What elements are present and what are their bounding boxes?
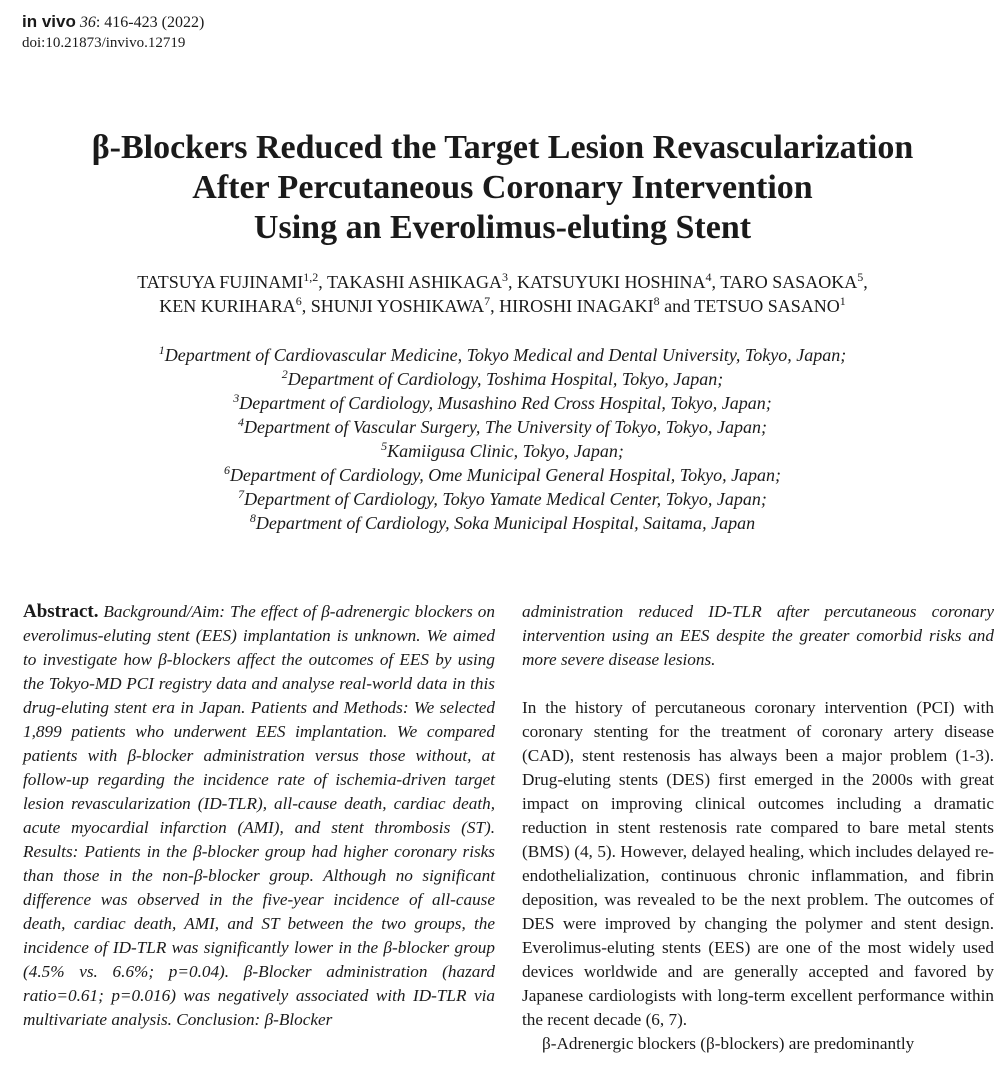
abstract [23,600,495,1032]
journal-header [22,11,204,54]
author-name: TATSUYA FUJINAMI [137,272,304,292]
affiliation-item [0,343,1005,367]
affiliation-text: Department of Cardiovascular Medicine, Tokyo Medical and Dental University, Tokyo, Japan; [164,345,847,365]
affiliation-text: Department of Cardiology, Tokyo Yamate Medical Center, Tokyo, Japan; [244,489,767,509]
affiliation-number: 4 [238,415,245,429]
title-line-1: β-Blockers Reduced the Target Lesion Revascularization [91,129,914,166]
page-range: : 416-423 (2022) [95,14,205,31]
affiliation-item [0,487,1005,511]
author-affiliation-mark: 1,2 [303,270,319,284]
author-separator: , [301,296,311,316]
left-column [23,600,495,1032]
author-affiliation-mark: 3 [502,270,509,284]
paper-title [0,128,1005,248]
citation-line [22,11,204,33]
affiliation-item [0,439,1005,463]
author-affiliation-mark: 6 [295,294,302,308]
affiliation-item [0,415,1005,439]
author-separator: , [508,272,518,292]
title-line-2: After Percutaneous Coronary Intervention [192,169,813,206]
journal-name: in vivo [22,12,76,31]
author-affiliation-mark: 5 [857,270,864,284]
author-separator: , [490,296,500,316]
author-name: HIROSHI INAGAKI [499,296,654,316]
author-separator: , [318,272,327,292]
body-paragraph-2: β-Adrenergic blockers (β-blockers) are predominantly [542,1034,915,1053]
author-name: TAKASHI ASHIKAGA [326,272,503,292]
affiliation-item [0,367,1005,391]
abstract-label: Abstract. [23,601,99,622]
author-affiliation-mark: 1 [839,294,846,308]
author-name: TETSUO SASANO [694,296,840,316]
title-line-3: Using an Everolimus-eluting Stent [253,209,752,246]
affiliation-item [0,391,1005,415]
author-affiliation-mark: 7 [484,294,491,308]
affiliation-text: Department of Cardiology, Ome Municipal General Hospital, Tokyo, Japan; [229,465,782,485]
author-list [0,270,1005,318]
affiliation-text: Department of Cardiology, Soka Municipal Hospital, Saitama, Japan [255,513,756,533]
affiliation-item [0,463,1005,487]
abstract-text: Background/Aim: The effect of β-adrenergic blockers on everolimus-eluting stent (EES) implantation is unknown. We aimed to investigate how β-blockers affect the outcomes of EES by using the Tokyo-MD PCI registry data and analyse real-world data in this drug-eluting stent era in Japan. Patients and Methods: We selected 1,899 patients who underwent EES implantation. We compared patients with β-blocker administration versus those without, at follow-up regarding the incidence rate of ischemia-driven target lesion revascularization (ID-TLR), all-cause death, cardiac death, acute myocardial infarction (AMI), and stent thrombosis (ST). Results: Patients in the β-blocker group had higher coronary risks than those in the non-β-blocker group. Although no significant difference was observed in the five-year incidence of all-cause death, cardiac death, AMI, and ST between the two groups, the incidence of ID-TLR was significantly lower in the β-blocker group (4.5% vs. 6.6%; p=0.04). β-Blocker administration (hazard ratio=0.61; p=0.016) was negatively associated with ID-TLR via multivariate analysis. Conclusion: β-Blocker [23,602,495,1029]
affiliation-text: Department of Cardiology, Toshima Hospital, Tokyo, Japan; [287,369,724,389]
author-separator: and [659,296,695,316]
author-separator: , [711,272,721,292]
affiliation-number: 3 [233,391,240,405]
author-affiliation-mark: 8 [653,294,660,308]
right-column [522,600,994,1056]
abstract-continuation: administration reduced ID-TLR after percutaneous coronary intervention using an EES despite the greater comorbid risks and more severe disease lesions. [522,602,994,669]
affiliation-number: 7 [238,487,245,501]
affiliation-text: Department of Vascular Surgery, The University of Tokyo, Tokyo, Japan; [244,417,767,437]
affiliation-text: Department of Cardiology, Musashino Red Cross Hospital, Tokyo, Japan; [239,393,772,413]
affiliation-item [0,511,1005,535]
affiliation-list [0,343,1005,535]
author-name: KATSUYUKI HOSHINA [517,272,706,292]
affiliation-number: 5 [381,439,388,453]
affiliation-number: 2 [281,367,288,381]
author-line-2 [0,294,1005,318]
author-line-1 [0,270,1005,294]
author-separator: , [863,272,868,292]
affiliation-number: 6 [223,463,230,477]
body-paragraph-1: In the history of percutaneous coronary intervention (PCI) with coronary stenting for the treatment of coronary artery disease (CAD), stent restenosis has always been a major problem (1-3). Drug-eluting stents (DES) first emerged in the 2000s with great impact on improving clinical outcomes including a dramatic reduction in stent restenosis rate compared to bare metal stents (BMS) (4, 5). However, delayed healing, which includes delayed re-endothelialization, continuous chronic inflammation, and fibrin deposition, was revealed to be the next problem. The outcomes of DES were improved by changing the polymer and stent design. Everolimus-eluting stents (EES) are one of the most widely used devices worldwide and are generally accepted and favored by Japanese cardiologists with long-term excellent performance within the recent decade (6, 7). [522,698,994,1029]
affiliation-number: 8 [249,511,256,525]
volume-number: 36 [79,14,96,31]
author-name: SHUNJI YOSHIKAWA [310,296,485,316]
doi: doi:10.21873/invivo.12719 [22,35,186,51]
affiliation-text: Kamiigusa Clinic, Tokyo, Japan; [387,441,624,461]
author-name: KEN KURIHARA [159,296,296,316]
author-name: TARO SASAOKA [720,272,858,292]
affiliation-number: 1 [158,343,165,357]
author-affiliation-mark: 4 [705,270,712,284]
